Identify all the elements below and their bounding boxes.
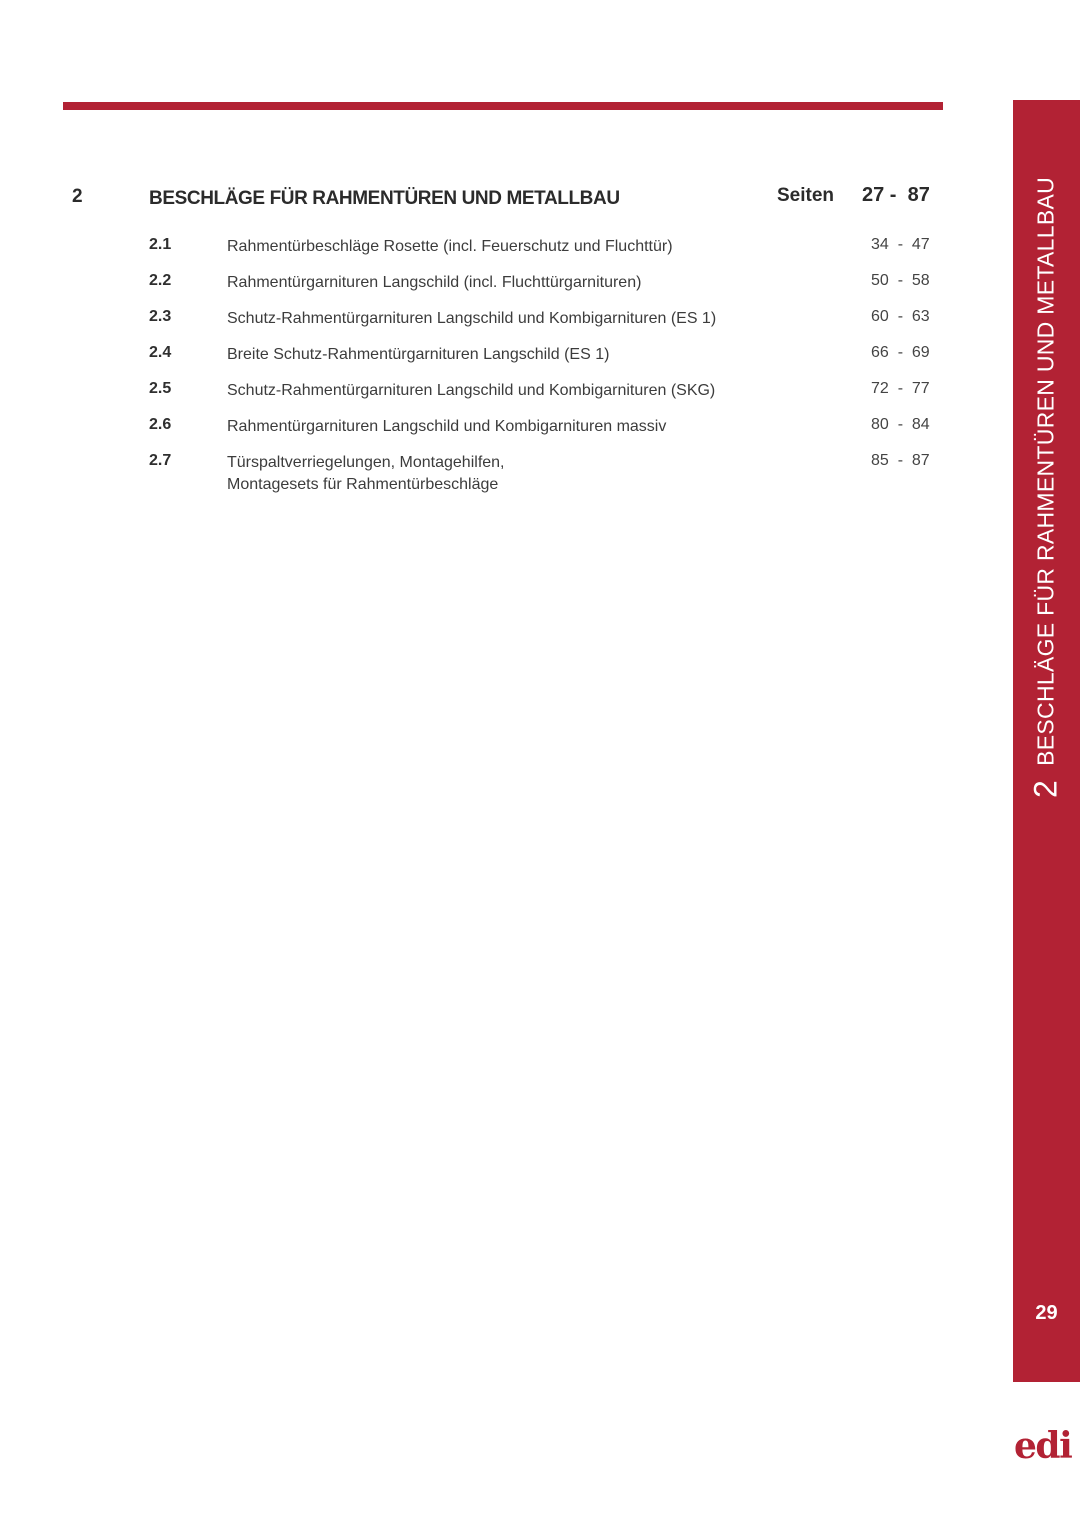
side-tab-title: BESCHLÄGE FÜR RAHMENTÜREN UND METALLBAU (1032, 176, 1059, 766)
toc-entry[interactable] (0, 230, 1000, 266)
toc-entry-title-line2: Montagesets für Rahmentürbeschläge (227, 476, 499, 493)
toc-entry-pages: 80 - 84 (871, 416, 930, 433)
toc-entry-pages: 66 - 69 (871, 344, 930, 361)
pages-label: Seiten (777, 185, 835, 206)
top-accent-rule (63, 102, 943, 110)
toc-entry-number: 2.4 (149, 344, 172, 361)
table-of-contents (0, 230, 1000, 506)
page-number: 29 (1035, 1302, 1058, 1324)
toc-entry-number: 2.6 (149, 416, 172, 433)
toc-entry-pages: 34 - 47 (871, 236, 930, 253)
side-tab-label (1028, 177, 1065, 798)
toc-entry-number: 2.7 (149, 452, 172, 469)
chapter-heading (0, 182, 1000, 212)
toc-entry[interactable] (0, 338, 1000, 374)
toc-entry[interactable] (0, 374, 1000, 410)
toc-entry-pages: 60 - 63 (871, 308, 930, 325)
toc-entry-title: Rahmentürgarnituren Langschild und Kombigarnituren massiv (227, 418, 667, 435)
chapter-page-range: 27 - 87 (862, 184, 930, 206)
toc-entry-number: 2.5 (149, 380, 172, 397)
toc-entry-title: Schutz-Rahmentürgarnituren Langschild und Kombigarnituren (ES 1) (227, 310, 717, 327)
toc-entry-title: Rahmentürbeschläge Rosette (incl. Feuerschutz und Fluchttür) (227, 238, 673, 255)
toc-entry[interactable] (0, 266, 1000, 302)
edi-logo: edi (1014, 1425, 1072, 1467)
chapter-number: 2 (72, 186, 83, 207)
toc-entry[interactable] (0, 302, 1000, 338)
toc-entry-title: Breite Schutz-Rahmentürgarnituren Langschild (ES 1) (227, 346, 610, 363)
toc-entry-pages: 85 - 87 (871, 452, 930, 469)
toc-entry-number: 2.2 (149, 272, 172, 289)
chapter-title: BESCHLÄGE FÜR RAHMENTÜREN UND METALLBAU (149, 188, 620, 209)
side-tab-number: 2 (1027, 779, 1064, 798)
toc-entry-title-line1: Türspaltverriegelungen, Montagehilfen, (227, 454, 505, 471)
toc-entry[interactable] (0, 410, 1000, 446)
toc-entry-pages: 72 - 77 (871, 380, 930, 397)
toc-entry-number: 2.1 (149, 236, 172, 253)
toc-entry[interactable] (0, 446, 1000, 506)
toc-entry-number: 2.3 (149, 308, 172, 325)
toc-entry-title: Rahmentürgarnituren Langschild (incl. Fluchttürgarnituren) (227, 274, 642, 291)
toc-entry-pages: 50 - 58 (871, 272, 930, 289)
toc-entry-title (227, 452, 847, 496)
toc-entry-title: Schutz-Rahmentürgarnituren Langschild und Kombigarnituren (SKG) (227, 382, 716, 399)
